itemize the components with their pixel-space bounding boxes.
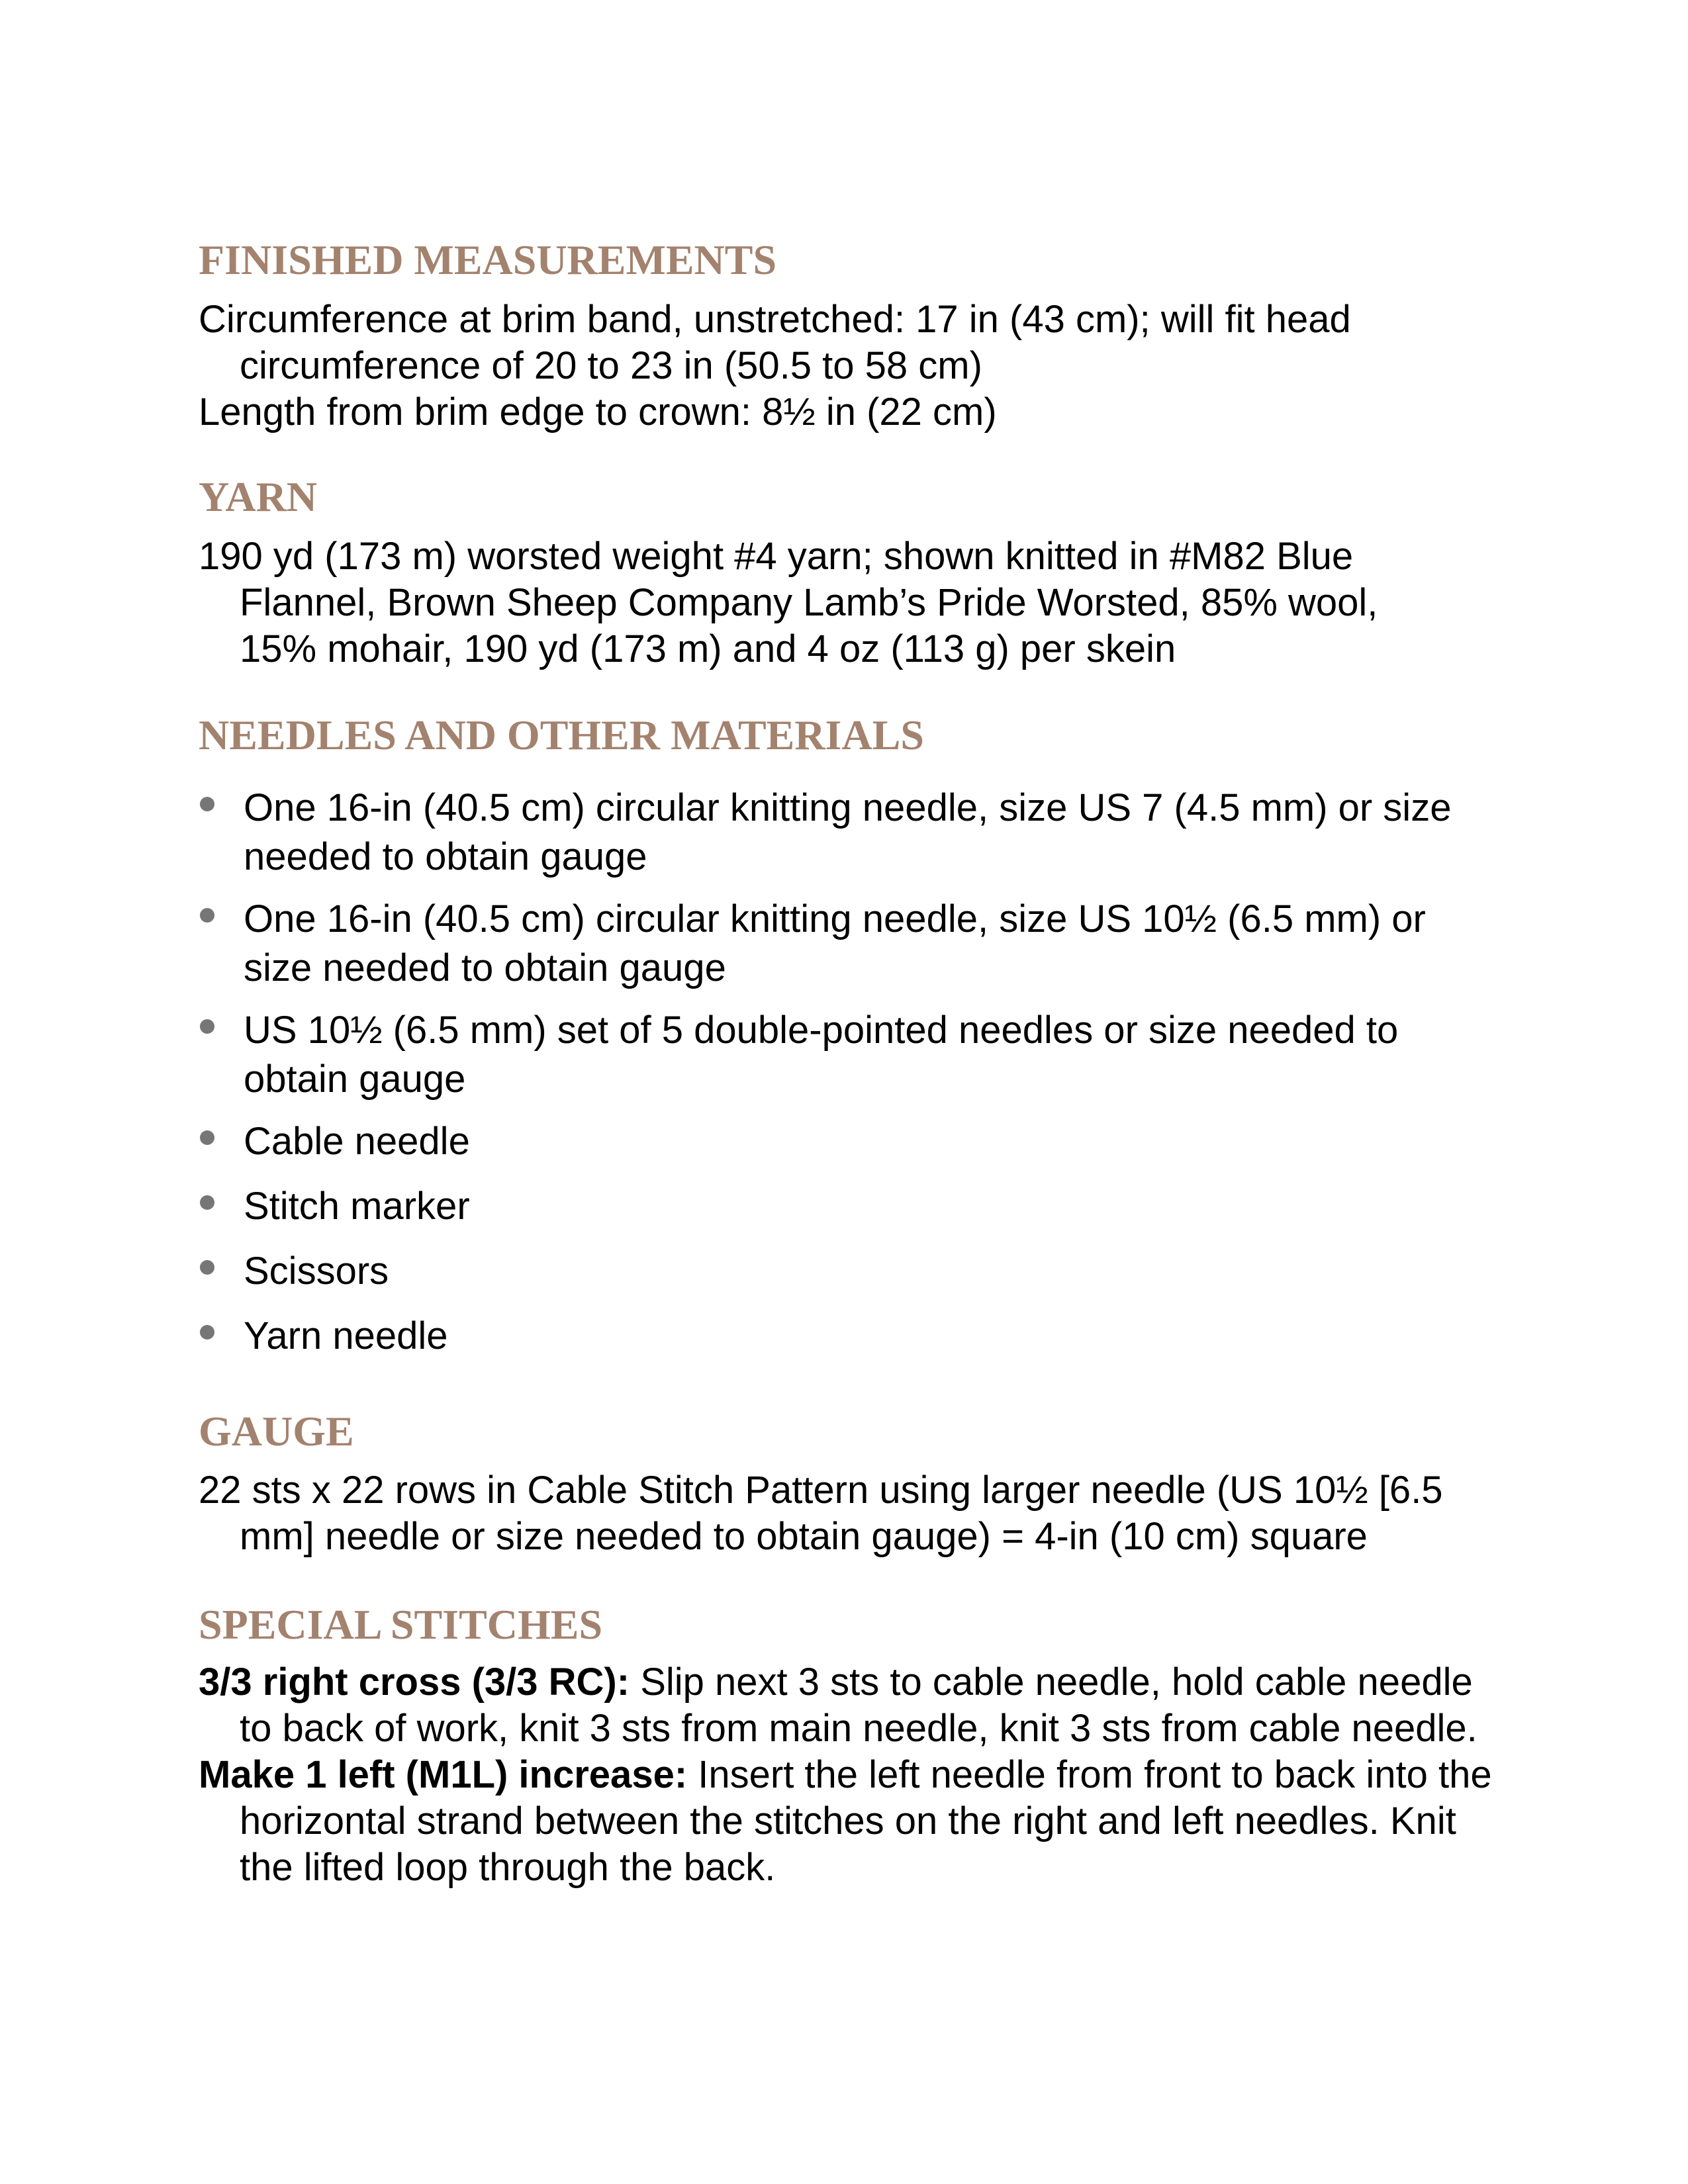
bullet-icon — [200, 797, 214, 811]
bullet-icon — [200, 1325, 214, 1340]
stitch-description: Slip next 3 sts to cable needle, hold cable needle to back of work, knit 3 sts from main needle, knit 3 sts from cable needle. — [240, 1661, 1483, 1750]
gauge-body — [199, 1467, 1496, 1560]
stitch-term: Make 1 left (M1L) increase: — [199, 1753, 688, 1796]
list-item: Scissors — [199, 1247, 1496, 1296]
list-item: One 16-in (40.5 cm) circular knitting needle, size US 7 (4.5 mm) or size needed to obtain gauge — [199, 784, 1496, 882]
yarn-description: 190 yd (173 m) worsted weight #4 yarn; shown knitted in #M82 Blue Flannel, Brown Sheep Company Lamb’s Pride Worsted, 85% wool, 15% mohair, 190 yd (173 m) and 4 oz (113 g) per skein — [199, 535, 1389, 670]
bullet-icon — [200, 1195, 214, 1210]
stitch-description: Insert the left needle from front to back into the horizontal strand between the stitches on the right and left needles. Knit the lifted loop through the back. — [240, 1753, 1503, 1889]
list-item: US 10½ (6.5 mm) set of 5 double-pointed needles or size needed to obtain gauge — [199, 1006, 1496, 1104]
circumference-line: Circumference at brim band, unstretched: 17 in (43 cm); will fit head circumference of 20 to 23 in (50.5 to 58 cm) — [199, 298, 1362, 387]
bullet-icon — [200, 1019, 214, 1034]
list-item: One 16-in (40.5 cm) circular knitting needle, size US 10½ (6.5 mm) or size needed to obtain gauge — [199, 895, 1496, 993]
list-item: Yarn needle — [199, 1312, 1496, 1361]
gauge-heading: GAUGE — [199, 1408, 354, 1455]
length-line: Length from brim edge to crown: 8½ in (22 cm) — [199, 390, 997, 433]
yarn-body — [199, 533, 1443, 672]
stitch-definition — [199, 1659, 1496, 1752]
bullet-icon — [200, 1130, 214, 1145]
bullet-icon — [200, 908, 214, 923]
gauge-description: 22 sts x 22 rows in Cable Stitch Pattern using larger needle (US 10½ [6.5 mm] needle or size needed to obtain gauge) = 4-in (10 cm) square — [199, 1469, 1454, 1558]
special-stitches-body — [199, 1659, 1503, 1891]
stitch-term: 3/3 right cross (3/3 RC): — [199, 1661, 630, 1704]
finished-measurements-heading: FINISHED MEASUREMENTS — [199, 236, 777, 283]
materials-list — [199, 784, 1496, 1377]
yarn-heading: YARN — [199, 473, 317, 520]
list-item: Cable needle — [199, 1117, 1496, 1166]
special-stitches-heading: SPECIAL STITCHES — [199, 1601, 603, 1648]
finished-measurements-body — [199, 296, 1403, 435]
bullet-icon — [200, 1260, 214, 1275]
list-item: Stitch marker — [199, 1182, 1496, 1231]
stitch-definition — [199, 1752, 1503, 1891]
needles-heading: NEEDLES AND OTHER MATERIALS — [199, 711, 924, 758]
